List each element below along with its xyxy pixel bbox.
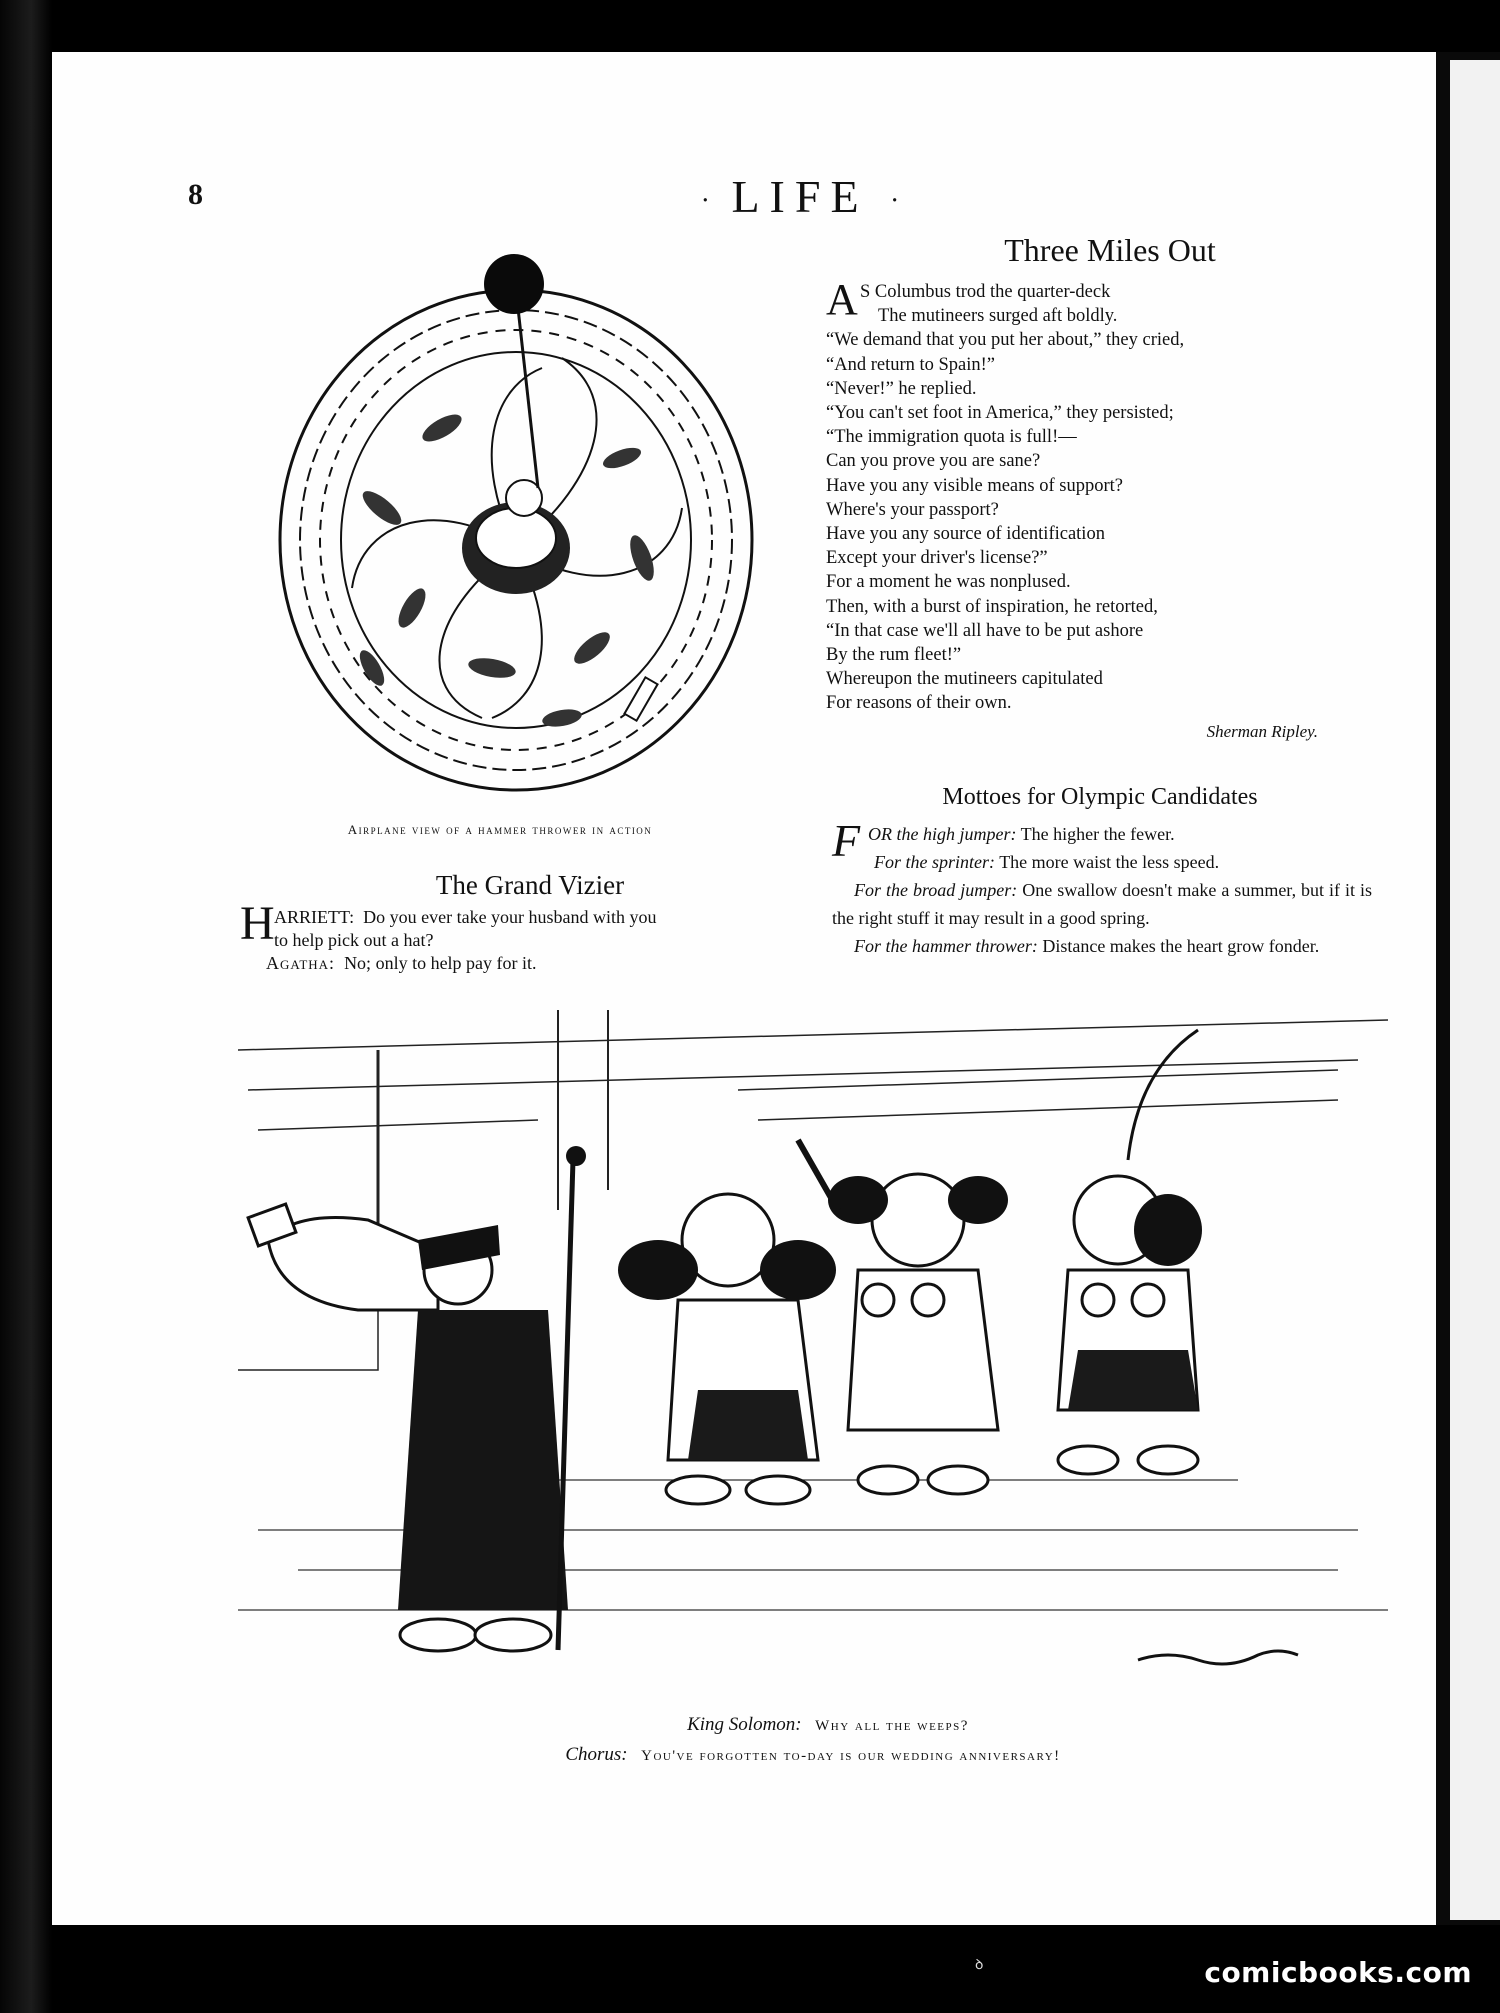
- page-number: 8: [188, 178, 203, 211]
- dialogue-line: [240, 952, 790, 975]
- dropcap: A: [826, 275, 858, 324]
- poem-line: The mutineers surged aft boldly.: [878, 306, 1118, 327]
- masthead-dot-left: ·: [700, 185, 710, 217]
- speaker-name: Agatha:: [266, 953, 336, 973]
- motto-item: [832, 876, 1372, 932]
- mottoes-list: [832, 815, 1372, 960]
- poem-line: “The immigration quota is full!—: [826, 427, 1077, 448]
- poem-line: Whereupon the mutineers capitulated: [826, 669, 1103, 690]
- scan-left-edge: [0, 0, 52, 2013]
- dropcap: F: [832, 815, 861, 866]
- masthead: [680, 170, 920, 223]
- caption-text: You've forgotten to-day is our wedding anniversary!: [641, 1748, 1061, 1764]
- dropcap: H: [240, 897, 275, 950]
- motto-text: One swallow doesn't make a summer, but if it is the right stuff it may result in a good spring.: [832, 880, 1372, 928]
- poem-line: Have you any source of identification: [826, 524, 1105, 545]
- motto-text: The higher the fewer.: [1020, 824, 1175, 844]
- speaker-name: Chorus:: [565, 1744, 628, 1765]
- masthead-title: LIFE: [731, 171, 869, 222]
- speaker-name: King Solomon:: [687, 1714, 802, 1735]
- poem-line: Can you prove you are sane?: [826, 451, 1041, 472]
- poem-line: “And return to Spain!”: [826, 354, 996, 375]
- poem-line: For reasons of their own.: [826, 693, 1012, 714]
- caption-line: [238, 1740, 1388, 1770]
- poem-line: “We demand that you put her about,” they cried,: [826, 330, 1185, 351]
- dialogue-text: Do you ever take your husband with you: [363, 907, 657, 927]
- illustration-caption: Airplane view of a hammer thrower in action: [347, 822, 653, 837]
- caption-text: Why all the weeps?: [815, 1718, 969, 1734]
- poem-author: Sherman Ripley.: [1206, 722, 1318, 741]
- motto-text: Distance makes the heart grow fonder.: [1042, 936, 1320, 956]
- poem-line: Where's your passport?: [826, 499, 999, 520]
- dialogue-text: No; only to help pay for it.: [344, 953, 537, 973]
- article-title-mottoes: Mottoes for Olympic Candidates: [942, 784, 1258, 810]
- poem-line: Then, with a burst of inspiration, he retorted,: [826, 596, 1158, 617]
- poem-three-miles-out: [826, 275, 1326, 716]
- article-title-three-miles-out: Three Miles Out: [1004, 232, 1216, 268]
- poem-line: “In that case we'll all have to be put ashore: [826, 620, 1144, 641]
- poem-line: Have you any visible means of support?: [826, 475, 1123, 496]
- speaker-name: ARRIETT:: [274, 907, 355, 927]
- motto-label: For the hammer thrower:: [854, 936, 1038, 956]
- site-watermark: comicbooks.com: [1204, 1956, 1472, 1989]
- motto-text: The more waist the less speed.: [999, 852, 1220, 872]
- motto-item: [832, 932, 1372, 960]
- poem-line: “You can't set foot in America,” they persisted;: [826, 403, 1174, 424]
- motto-label: OR the high jumper:: [868, 824, 1017, 844]
- motto-item: [832, 820, 1372, 848]
- dialogue-grand-vizier: [240, 906, 790, 975]
- poem-line: For a moment he was nonplused.: [826, 572, 1071, 593]
- poem-line: S Columbus trod the quarter-deck: [860, 282, 1111, 302]
- masthead-dot-right: ·: [890, 185, 900, 217]
- dialogue-line: to help pick out a hat?: [274, 930, 434, 950]
- facing-page-edge: [1450, 60, 1500, 1920]
- motto-item: [832, 848, 1372, 876]
- dialogue-line: [240, 906, 790, 929]
- poem-line: “Never!” he replied.: [826, 378, 977, 399]
- article-title-grand-vizier: The Grand Vizier: [435, 870, 625, 900]
- poem-line: Except your driver's license?”: [826, 548, 1048, 569]
- king-solomon-cartoon: [238, 1010, 1388, 1700]
- scan-artifact: ꝺ: [975, 1957, 984, 1973]
- motto-label: For the broad jumper:: [854, 880, 1018, 900]
- hammer-thrower-illustration: [262, 248, 770, 813]
- motto-label: For the sprinter:: [874, 852, 995, 872]
- caption-line: [268, 1710, 1388, 1740]
- poem-line: By the rum fleet!”: [826, 645, 962, 666]
- cartoon-caption: [238, 1710, 1388, 1770]
